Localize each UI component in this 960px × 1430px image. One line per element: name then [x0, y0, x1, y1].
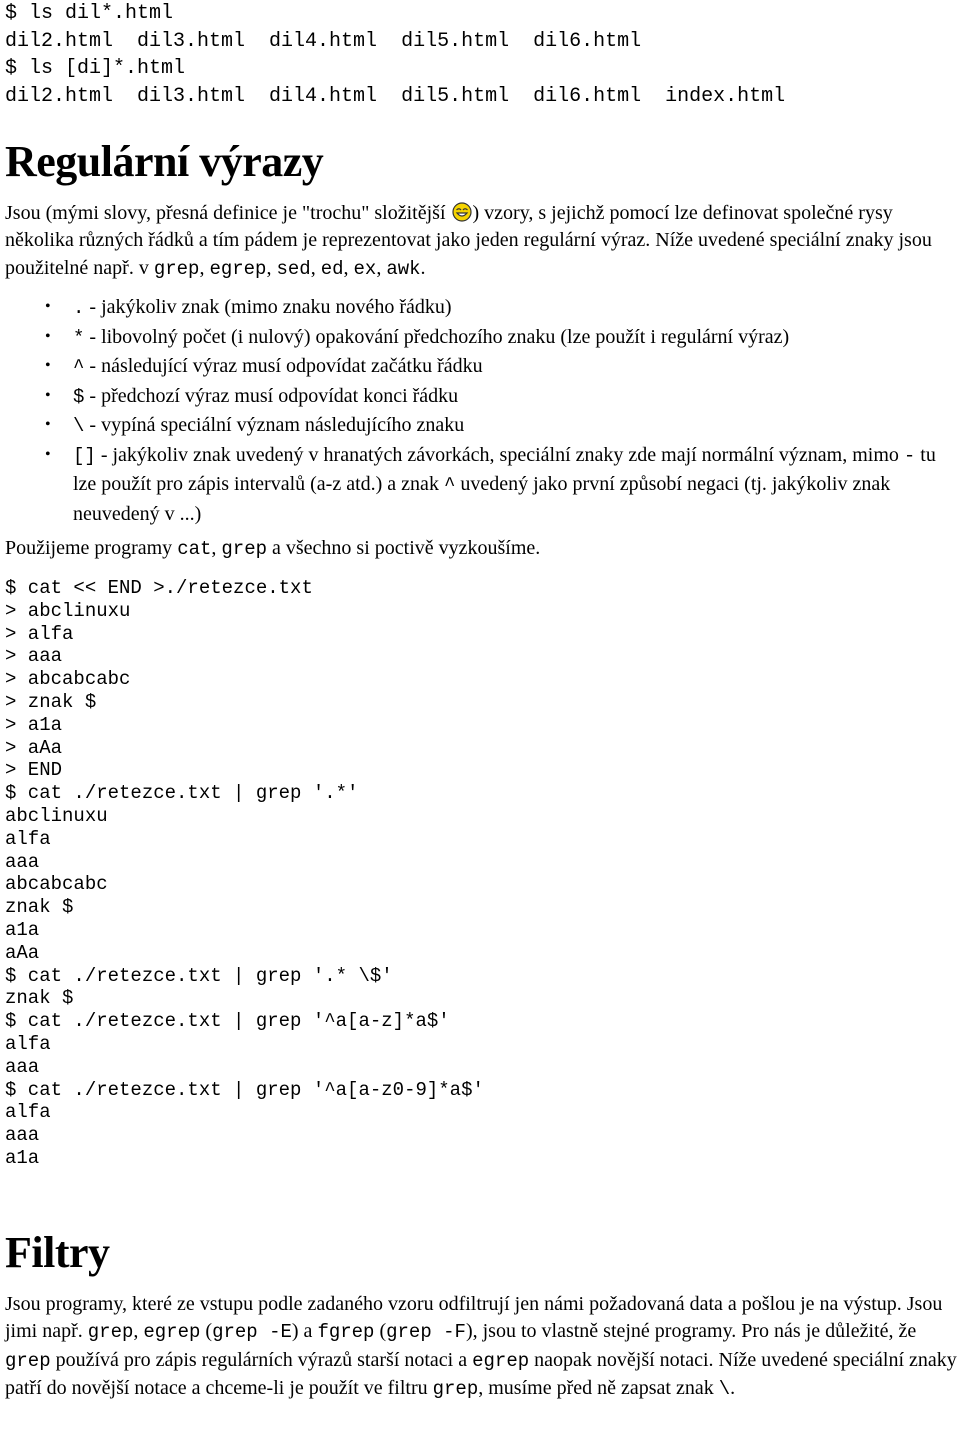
heading-filters: Filtry — [5, 1228, 110, 1277]
list-item: • ^ - následující výraz musí odpovídat začátku řádku — [5, 352, 945, 382]
bullet-icon: • — [45, 357, 51, 374]
list-item: • * - libovolný počet (i nulový) opakování předchozího znaku (lze použít i regulární výraz) — [5, 323, 945, 353]
smiley-icon — [452, 202, 472, 222]
heading-regular-expressions: Regulární výrazy — [5, 137, 324, 186]
special-characters-list — [5, 293, 945, 528]
list-item: • [] - jakýkoliv znak uvedený v hranatých závorkách, speciální znaky zde mají normální význam, mimo - tu lze použít pro zápis intervalů (a-z atd.) a znak ^ uvedený jako první způsobí negaci (tj. jakýkoliv znak neuvedený v ...) — [5, 441, 945, 529]
list-item: • \ - vypíná speciální význam následujícího znaku — [5, 411, 945, 441]
filters-paragraph: Jsou programy, které ze vstupu podle zadaného vzoru odfiltrují jen námi požadovaná data a pošlou je na výstup. Jsou jimi např. grep, egrep (grep -E) a fgrep (grep -F), jsou to vlastně stejné programy. Pro nás je důležité, že grep používá pro zápis regulárních výrazů starší notaci a egrep naopak novější notaci. Níže uvedené speciální znaky patří do novější notace a chceme-li je použít ve filtru grep, musíme před ně zapsat znak \. — [5, 1293, 957, 1400]
bullet-icon: • — [45, 386, 51, 404]
grep-example-code: $ cat << END >./retezce.txt > abclinuxu > alfa > aaa > abcabcabc > znak $ > a1a > aAa > END $ cat ./retezce.txt | grep '.*' abclinuxu alfa aaa abcabcabc znak $ a1a aAa $ cat ./retezce.txt | grep '.* \$' znak $ $ cat ./retezce.txt | grep '^a[a-z]*a$' alfa aaa $ cat ./retezce.txt | grep '^a[a-z0-9]*a$' alfa aaa a1a — [5, 577, 484, 1169]
programs-paragraph: Použijeme programy cat, grep a všechno si poctivě vyzkoušíme. — [5, 537, 541, 560]
bullet-icon: • — [45, 445, 51, 463]
regex-intro-paragraph: Jsou (mými slovy, přesná definice je "trochu" složitější ) vzory, s jejichž pomocí lze definovat společné rysy několika různých řádků a tím pádem je reprezentovat jako jeden regulární výraz. Níže uvedené speciální znaky jsou použitelné např. v grep, egrep, sed, ed, ex, awk. — [5, 202, 932, 280]
ls-example-code: $ ls dil*.html dil2.html dil3.html dil4.html dil5.html dil6.html $ ls [di]*.html dil2.html dil3.html dil4.html dil5.html dil6.html index.html — [5, 2, 786, 108]
bullet-icon: • — [45, 416, 51, 433]
bullet-icon: • — [45, 327, 51, 345]
bullet-icon: • — [45, 298, 51, 315]
list-item: • $ - předchozí výraz musí odpovídat konci řádku — [5, 382, 945, 412]
list-item: • . - jakýkoliv znak (mimo znaku nového řádku) — [5, 293, 945, 323]
